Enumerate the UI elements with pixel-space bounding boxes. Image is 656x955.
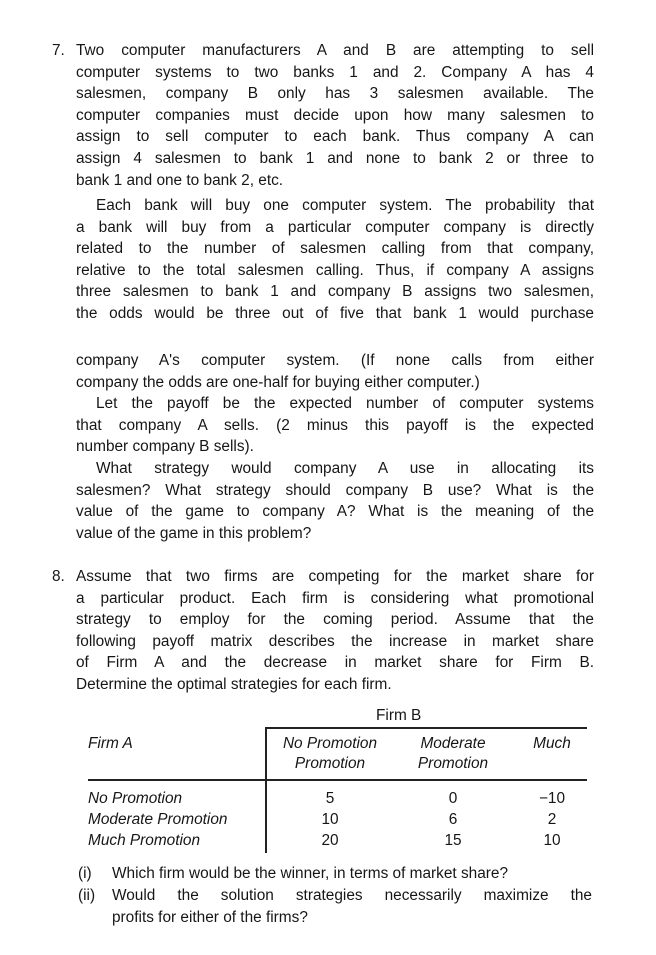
text-line: strategy to employ for the coming period. Assume that the [76,611,594,629]
text-line: Assume that two firms are competing for the market share for [76,568,594,585]
text-line: salesmen, company B only has 3 salesmen available. The [76,85,594,103]
column-header-moderate-promotion: Moderate [420,735,486,752]
text-line: relative to the total salesmen calling. Thus, if company A assigns [76,261,594,279]
text-line: assign 4 salesmen to bank 1 and none to bank 2 or three to [76,149,594,167]
text-line: Two computer manufacturers A and B are attempting to sell [76,42,594,59]
firm-b-label: Firm B [376,707,422,724]
question-text: Would the solution strategies necessarily maximize the [112,887,592,904]
text-line: value of the game to company A? What is the meaning of the [76,503,594,521]
table-cell: 2 [547,811,557,828]
column-header-moderate-promotion-line-2: Promotion [417,755,489,772]
problem-7-number: 7. [52,42,65,59]
text-line: bank 1 and one to bank 2, etc. [76,171,284,189]
column-header-much: Much [533,735,571,752]
table-cell: 10 [543,832,561,849]
text-line: a bank will buy from a particular computer company is directly [76,218,594,236]
header-rule [88,779,587,781]
question-ii [78,885,592,907]
question-ii-continued: profits for either of the firms? [112,909,308,926]
column-header-no-promotion-line-2: Promotion [294,755,366,772]
row-label-no-promotion: No Promotion [88,790,183,807]
question-label: (i) [78,865,92,882]
column-group-rule [265,727,587,729]
text-line: of Firm A and the decrease in market share for Firm B. [76,654,594,672]
row-label-moderate-promotion: Moderate Promotion [88,811,228,828]
question-text: Which firm would be the winner, in terms of market share? [112,865,509,882]
text-line: computer companies must decide upon how many salesmen to [76,106,594,124]
column-header-no-promotion: No Promotion [282,735,378,752]
table-cell: 5 [325,790,335,807]
table-cell: 6 [448,811,458,828]
question-i [78,863,508,885]
stub-divider [265,727,267,853]
text-line: company A's computer system. (If none calls from either [76,352,594,369]
problem-8-number: 8. [52,568,65,585]
table-cell: 20 [321,832,339,849]
table-cell: −10 [538,790,566,807]
text-line: assign to sell computer to each bank. Thus company A can [76,128,594,146]
text-line: related to the number of salesmen calling from that company, [76,240,594,258]
text-line: following payoff matrix describes the increase in market share [76,632,594,650]
table-cell: 0 [448,790,458,807]
text-line: salesmen? What strategy should company B use? What is the [76,481,594,499]
firm-a-label: Firm A [88,735,133,752]
text-line: that company A sells. (2 minus this payoff is the expected [76,416,594,434]
text-line: company the odds are one-half for buying either computer.) [76,373,480,391]
text-line: three salesmen to bank 1 and company B assigns two salesmen, [76,283,594,301]
text-line: number company B sells). [76,438,254,456]
text-line: What strategy would company A use in allocating its [96,460,594,477]
table-cell: 10 [321,811,339,828]
row-label-much-promotion: Much Promotion [88,832,201,849]
text-line: value of the game in this problem? [76,524,312,542]
text-line: Each bank will buy one computer system. The probability that [96,197,594,214]
text-line: Let the payoff be the expected number of computer systems [96,395,594,412]
text-line: computer systems to two banks 1 and 2. Company A has 4 [76,63,594,81]
text-line: a particular product. Each firm is considering what promotional [76,589,594,607]
text-line: Determine the optimal strategies for each firm. [76,675,392,693]
text-line: the odds would be three out of five that bank 1 would purchase [76,304,594,322]
table-cell: 15 [444,832,462,849]
question-label: (ii) [78,887,96,904]
